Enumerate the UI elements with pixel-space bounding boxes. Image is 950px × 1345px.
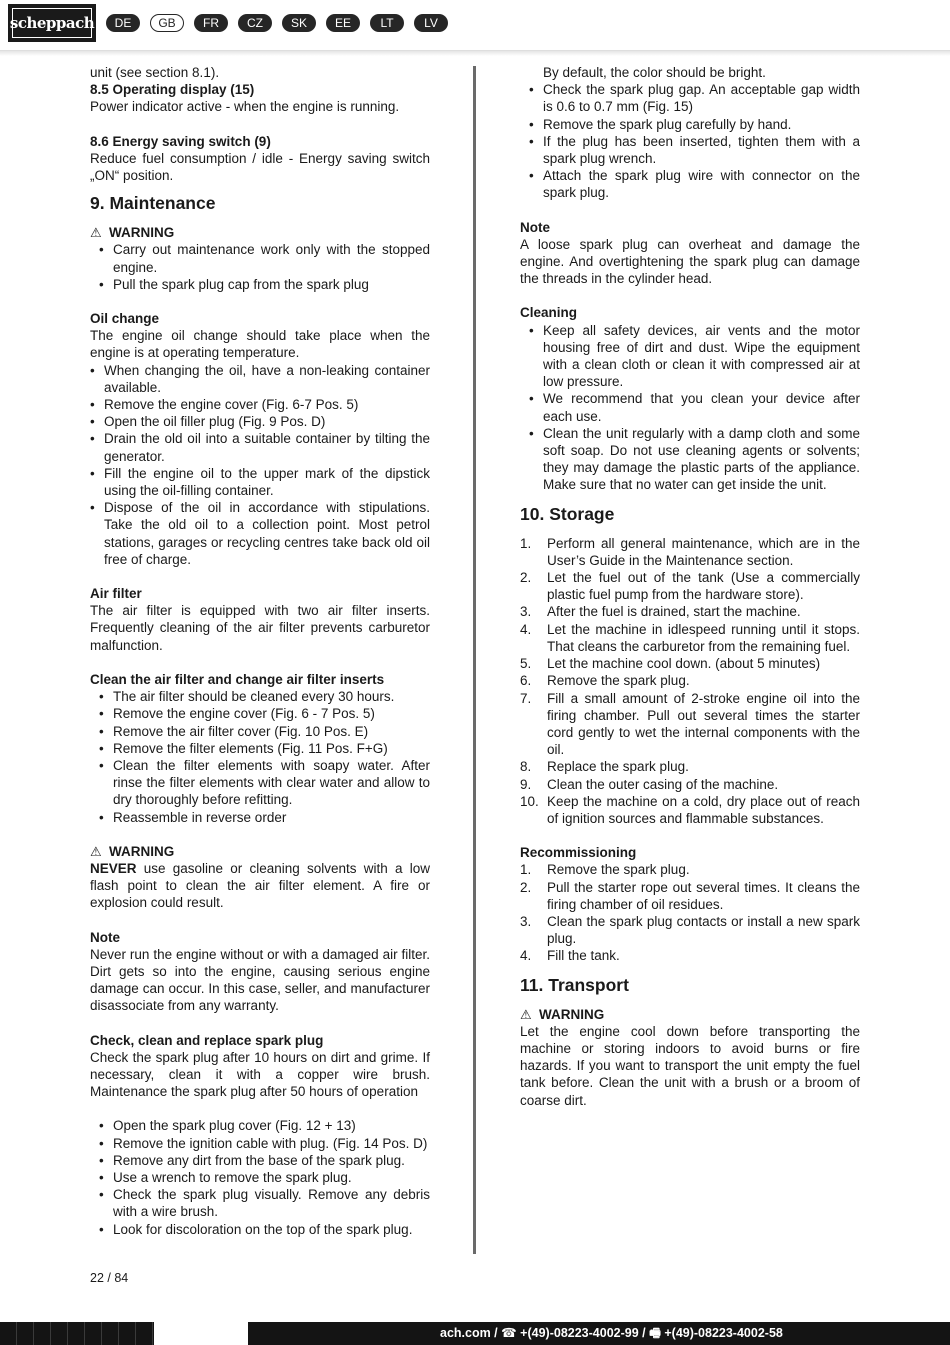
clean-air-filter-list — [90, 688, 430, 826]
warning-triangle-icon: ⚠ — [90, 843, 102, 859]
list-item — [520, 913, 860, 947]
list-item-text: Let the fuel out of the tank (Use a commercially plastic fuel pump from the hardware store). — [547, 570, 860, 603]
list-item: • Open the spark plug cover (Fig. 12 + 13) — [90, 1117, 430, 1134]
transport-text: Let the engine cool down before transporting the machine or storing indoors to avoid burns or fire hazards. If you want to transport the unit empty the fuel tank before. Clean the unit with a brush or a broom of coarse dirt. — [520, 1023, 860, 1108]
warning-text: WARNING — [109, 225, 175, 241]
footer-cell — [17, 1322, 34, 1345]
list-item: • Carry out maintenance work only with the stopped engine. — [90, 241, 430, 275]
transport-heading: 11. Transport — [520, 974, 629, 995]
language-tab-sk[interactable]: SK — [282, 14, 316, 32]
warning-list — [90, 241, 430, 293]
warning-triangle-icon: ⚠ — [90, 225, 102, 241]
intro-text: unit (see section 8.1). — [90, 65, 220, 80]
list-number: 3. — [520, 913, 532, 929]
list-number: 8. — [520, 759, 532, 775]
list-number: 9. — [520, 776, 532, 792]
list-item: • Check the spark plug visually. Remove any debris with a wire brush. — [90, 1186, 430, 1220]
warning-label-3 — [520, 1006, 860, 1023]
language-tab-ee[interactable]: EE — [326, 14, 360, 32]
cleaning-title: Cleaning — [520, 305, 578, 321]
list-item: • Dispose of the oil in accordance with stipulations. Take the old oil to a collection point. Most petrol stations, garages or recycling centres take back old oil free of charge. — [90, 499, 430, 568]
note-title: Note — [90, 929, 120, 945]
list-item: • We recommend that you clean your device after each use. — [520, 390, 860, 424]
list-number: 7. — [520, 690, 532, 706]
footer-cell — [136, 1322, 153, 1345]
list-item — [520, 603, 860, 620]
list-item: • Remove any dirt from the base of the spark plug. — [90, 1152, 430, 1169]
oil-change-list — [90, 362, 430, 568]
list-item: • Reassemble in reverse order — [90, 809, 430, 826]
list-item: • Drain the old oil into a suitable container by tilting the generator. — [90, 430, 430, 464]
section-8-5-text: Power indicator active - when the engine is running. — [90, 99, 400, 115]
column-divider — [473, 66, 476, 1254]
footer-contact: ach.com / ☎ +(49)-08223-4002-99 / 🖷 +(49)-08223-4002-58 — [440, 1326, 783, 1340]
warning-text: WARNING — [539, 1006, 605, 1022]
list-number: 4. — [520, 948, 532, 964]
warning-triangle-icon: ⚠ — [520, 1006, 532, 1022]
list-item: • Remove the air filter cover (Fig. 10 Pos. E) — [90, 723, 430, 740]
list-item: • Remove the filter elements (Fig. 11 Pos. F+G) — [90, 740, 430, 757]
warning-label-2 — [90, 843, 430, 860]
list-item-text: Let the machine in idlespeed running until it stops. That cleans the carburetor from the remaining fuel. — [547, 621, 860, 654]
list-number: 2. — [520, 879, 532, 895]
list-item: • If the plug has been inserted, tighten them with a spark plug wrench. — [520, 133, 860, 167]
language-tab-lt[interactable]: LT — [370, 14, 404, 32]
footer-cell — [119, 1322, 136, 1345]
list-item: • The air filter should be cleaned every 30 hours. — [90, 688, 430, 705]
list-item: • Look for discoloration on the top of the spark plug. — [90, 1221, 430, 1238]
warning-never-text — [90, 860, 430, 912]
list-item-text: Clean the outer casing of the machine. — [547, 776, 779, 792]
list-item — [520, 947, 860, 964]
language-tab-gb[interactable]: GB — [150, 14, 184, 32]
list-item: • Remove the engine cover (Fig. 6-7 Pos. 5) — [90, 396, 430, 413]
page-number: 22 / 84 — [90, 1271, 129, 1285]
list-item: • Remove the spark plug carefully by hand. — [520, 116, 860, 133]
list-item — [520, 879, 860, 913]
recommissioning-title: Recommissioning — [520, 845, 637, 861]
language-tab-cz[interactable]: CZ — [238, 14, 272, 32]
recommissioning-list — [520, 861, 860, 964]
list-item: • Check the spark plug gap. An acceptable gap width is 0.6 to 0.7 mm (Fig. 15) — [520, 81, 860, 115]
list-item: • Clean the unit regularly with a damp cloth and some soft soap. Do not use cleaning agents or solvents; they may damage the plastic parts of the appliance. Make sure that no water can get inside the unit. — [520, 425, 860, 494]
language-tab-fr[interactable]: FR — [194, 14, 228, 32]
list-number: 2. — [520, 570, 532, 586]
footer-cell — [102, 1322, 119, 1345]
list-item-text: Remove the spark plug. — [547, 862, 690, 878]
list-item — [520, 621, 860, 655]
list-item-text: After the fuel is drained, start the machine. — [547, 604, 801, 620]
page-header — [0, 0, 950, 50]
list-item — [520, 690, 860, 759]
logo-text: scheppach — [12, 8, 92, 38]
list-number: 5. — [520, 656, 532, 672]
cleaning-list — [520, 322, 860, 494]
spark-intro-text: By default, the color should be bright. — [543, 65, 766, 80]
warning-never-body: use gasoline or cleaning solvents with a low flash point to clean the air filter element. A fire or explosion could result. — [90, 860, 430, 911]
list-item — [520, 758, 860, 775]
list-item-text: Remove the spark plug. — [547, 673, 690, 689]
never-emphasis: NEVER — [90, 860, 137, 876]
clean-air-filter-title: Clean the air filter and change air filter inserts — [90, 671, 385, 687]
list-item: • Remove the engine cover (Fig. 6 - 7 Pos. 5) — [90, 705, 430, 722]
language-tab-lv[interactable]: LV — [414, 14, 448, 32]
list-item-text: Let the machine cool down. (about 5 minutes) — [547, 656, 821, 672]
list-item — [520, 655, 860, 672]
list-item-text: Fill the tank. — [547, 948, 620, 964]
storage-list — [520, 535, 860, 827]
list-number: 6. — [520, 673, 532, 689]
language-tab-de[interactable]: DE — [106, 14, 140, 32]
maintenance-heading: 9. Maintenance — [90, 193, 216, 214]
list-item: • Attach the spark plug wire with connector on the spark plug. — [520, 167, 860, 201]
list-item: • Use a wrench to remove the spark plug. — [90, 1169, 430, 1186]
list-item: • Remove the ignition cable with plug. (Fig. 14 Pos. D) — [90, 1135, 430, 1152]
storage-heading: 10. Storage — [520, 503, 615, 524]
section-8-6-title: 8.6 Energy saving switch (9) — [90, 133, 271, 149]
list-item-text: Clean the spark plug contacts or install a new spark plug. — [547, 913, 860, 947]
footer-cell — [0, 1322, 17, 1345]
footer-cell — [85, 1322, 102, 1345]
list-item — [520, 569, 860, 603]
language-selector — [106, 14, 448, 32]
section-8-5-title: 8.5 Operating display (15) — [90, 82, 255, 98]
footer-cell — [34, 1322, 51, 1345]
list-item: • Pull the spark plug cap from the spark plug — [90, 276, 430, 293]
list-item-text: Replace the spark plug. — [547, 759, 689, 775]
note-text: Never run the engine without or with a damaged air filter. Dirt gets so into the engine, causing serious engine damage can occur. In this case, seller, and manufacturer disassociate from any warranty. — [90, 946, 430, 1014]
brand-logo — [8, 4, 96, 42]
list-item — [520, 793, 860, 827]
list-number: 3. — [520, 604, 532, 620]
list-item: • When changing the oil, have a non-leaking container available. — [90, 362, 430, 396]
list-item — [520, 861, 860, 878]
footer-tabs — [0, 1322, 153, 1345]
warning-label — [90, 224, 430, 241]
footer-cell — [68, 1322, 85, 1345]
list-item-text: Fill a small amount of 2-stroke engine oil into the firing chamber. Pull out several times the starter cord gently to wet the internal components with the oil. — [547, 690, 860, 758]
list-number: 1. — [520, 535, 532, 551]
list-number: 10. — [520, 793, 539, 809]
oil-change-text: The engine oil change should take place when the engine is at operating temperature. — [90, 328, 430, 361]
note-title-right: Note — [520, 219, 550, 235]
section-8-6-text: Reduce fuel consumption / idle - Energy saving switch „ON“ position. — [90, 150, 430, 184]
list-item-text: Keep the machine on a cold, dry place out of reach of ignition sources and flammable substances. — [547, 793, 860, 826]
spark-plug-title: Check, clean and replace spark plug — [90, 1032, 324, 1048]
air-filter-text: The air filter is equipped with two air filter inserts. Frequently cleaning of the air filter prevents carburetor malfunction. — [90, 603, 430, 653]
list-item — [520, 672, 860, 689]
air-filter-title: Air filter — [90, 586, 142, 602]
right-column — [520, 64, 860, 1109]
list-item — [520, 535, 860, 569]
note-text-right: A loose spark plug can overheat and damage the engine. And overtightening the spark plug can damage the threads in the cylinder head. — [520, 236, 860, 287]
spark-plug-text: Check the spark plug after 10 hours on dirt and grime. If necessary, clean it with a copper wire brush. Maintenance the spark plug after 50 hours of operation — [90, 1049, 430, 1100]
list-item-text: Perform all general maintenance, which are in the User’s Guide in the Maintenance section. — [547, 535, 860, 568]
list-item-text: Pull the starter rope out several times. It cleans the firing chamber of oil residues. — [547, 879, 860, 912]
list-item: • Keep all safety devices, air vents and the motor housing free of dirt and dust. Wipe the equipment with a clean cloth or clean it with compressed air at low pressure. — [520, 322, 860, 391]
spark-plug-list-cont — [520, 81, 860, 201]
list-item: • Clean the filter elements with soapy water. After rinse the filter elements with clear water and allow to dry thoroughly before refitting. — [90, 757, 430, 809]
list-item — [520, 776, 860, 793]
list-item: • Fill the engine oil to the upper mark of the dipstick using the oil-filling container. — [90, 465, 430, 499]
list-number: 4. — [520, 621, 532, 637]
oil-change-title: Oil change — [90, 311, 160, 327]
footer-cell — [51, 1322, 68, 1345]
warning-text: WARNING — [109, 843, 175, 859]
spark-plug-list — [90, 1117, 430, 1237]
list-number: 1. — [520, 862, 532, 878]
footer-white-block — [154, 1322, 248, 1345]
list-item: • Open the oil filler plug (Fig. 9 Pos. D) — [90, 413, 430, 430]
left-column — [90, 64, 430, 1238]
